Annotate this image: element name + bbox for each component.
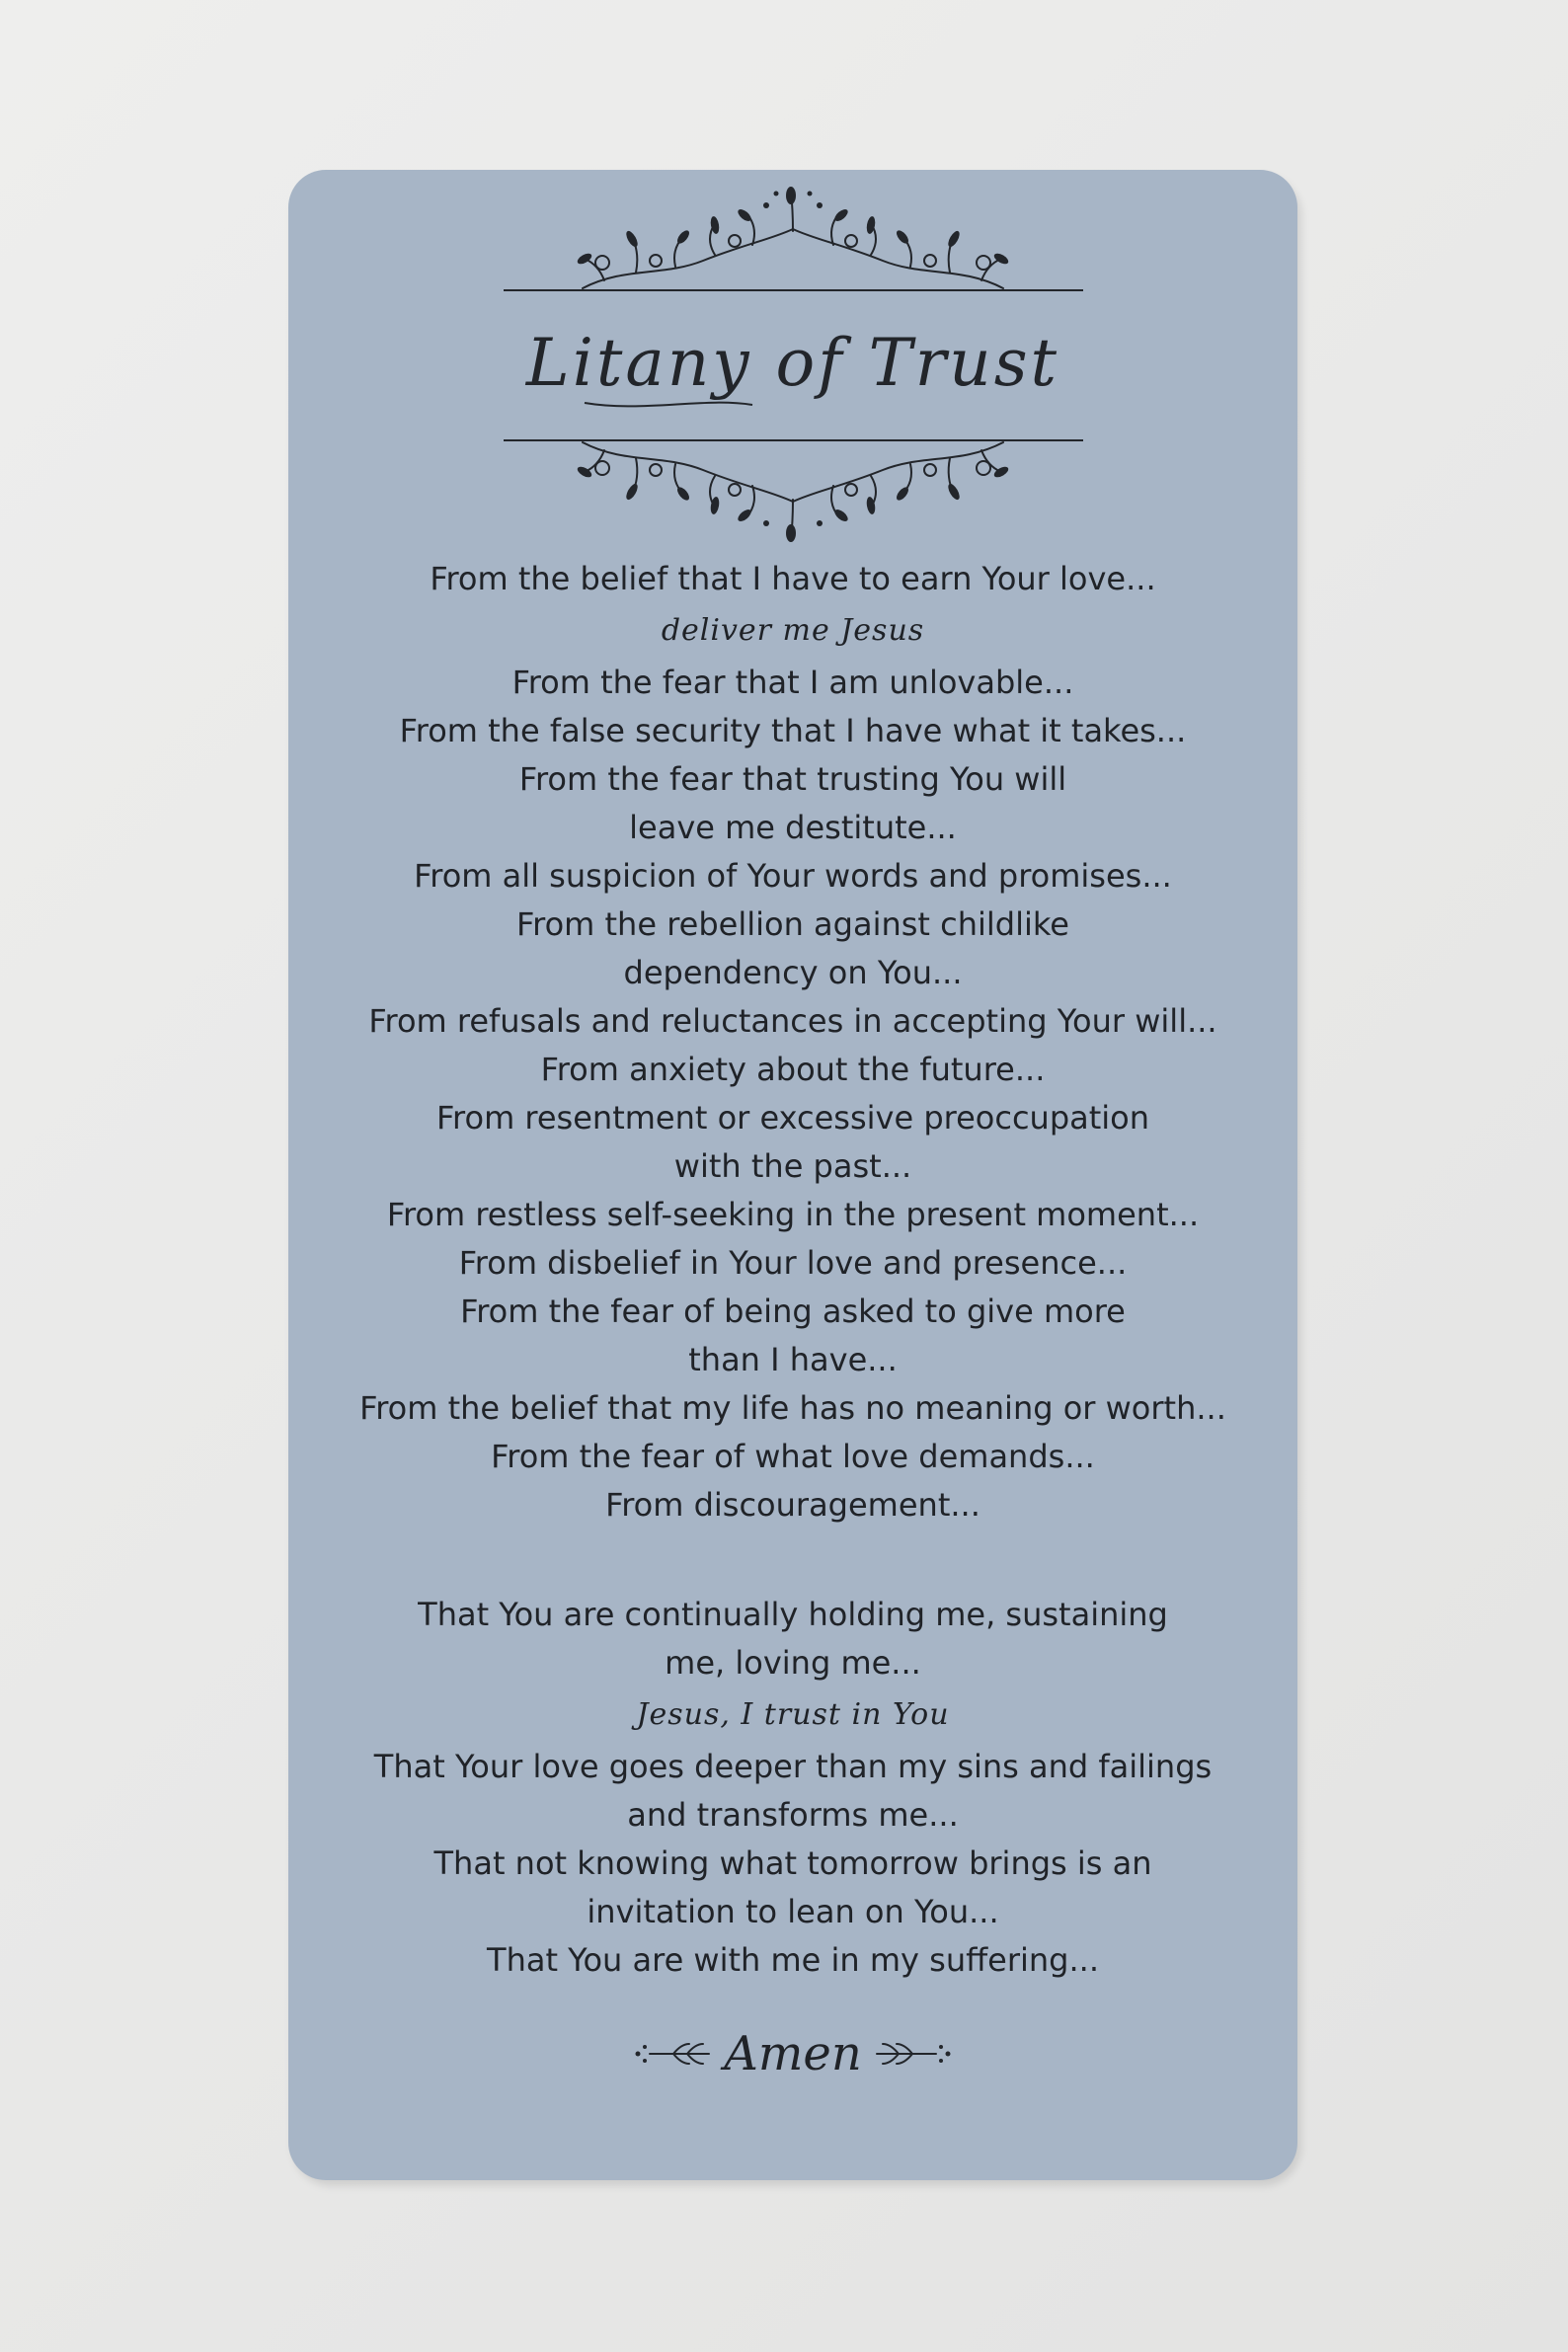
amen-text: Amen	[724, 2026, 862, 2081]
litany-line: From the rebellion against childlike	[516, 905, 1069, 943]
litany-line: From the fear of what love demands...	[491, 1438, 1095, 1475]
litany-line: me, loving me...	[665, 1644, 921, 1682]
litany-line: From all suspicion of Your words and promises...	[414, 857, 1172, 895]
closing	[288, 2026, 1297, 2115]
floral-top-icon	[583, 192, 1003, 288]
litany-line: From discouragement...	[605, 1486, 980, 1524]
prayer-card	[288, 170, 1297, 2180]
litany-line: From resentment or excessive preoccupation	[435, 1099, 1150, 1137]
litany-line: From refusals and reluctances in accepting Your will...	[368, 1002, 1217, 1040]
litany-line: From the fear that I am unlovable...	[511, 664, 1074, 701]
floral-bottom-blooms-icon	[595, 461, 990, 496]
litany-line: From disbelief in Your love and presence...	[458, 1244, 1128, 1282]
card-title: Litany of Trust	[525, 325, 1060, 401]
litany-line: From the fear of being asked to give more	[460, 1293, 1126, 1330]
card-header	[288, 170, 1297, 545]
litany-line: and transforms me...	[627, 1796, 959, 1834]
response-jesus-i-trust: Jesus, I trust in You	[636, 1697, 950, 1732]
litany-line: dependency on You...	[623, 954, 963, 991]
litany-line: That You are continually holding me, sustaining	[418, 1596, 1168, 1633]
litany-line: That Your love goes deeper than my sins and failings	[373, 1748, 1213, 1785]
litany-line: invitation to lean on You...	[587, 1893, 999, 1930]
litany-line: with the past...	[673, 1147, 912, 1185]
litany-line: From anxiety about the future...	[540, 1051, 1046, 1088]
floral-bottom-icon	[583, 442, 1003, 539]
litany-line: From restless self-seeking in the present moment...	[386, 1196, 1200, 1233]
section-gap	[288, 1529, 1297, 1591]
litany-line: That not knowing what tomorrow brings is an	[433, 1844, 1152, 1882]
litany-line: From the belief that my life has no meaning or worth...	[359, 1389, 1226, 1427]
title-artwork	[288, 170, 1297, 545]
litany-line: From the false security that I have what it takes...	[399, 712, 1187, 749]
sprig-right-icon	[867, 2034, 956, 2074]
litany-line: From the fear that trusting You will	[518, 760, 1067, 798]
litany-line: than I have...	[688, 1341, 898, 1378]
litany-text	[288, 555, 1297, 1985]
response-deliver-me: deliver me Jesus	[661, 613, 925, 648]
sprig-left-icon	[630, 2034, 719, 2074]
floral-top-blooms-icon	[595, 235, 990, 270]
litany-line: From the belief that I have to earn Your love...	[430, 560, 1156, 597]
litany-line: That You are with me in my suffering...	[487, 1941, 1099, 1979]
litany-line: leave me destitute...	[629, 809, 957, 846]
